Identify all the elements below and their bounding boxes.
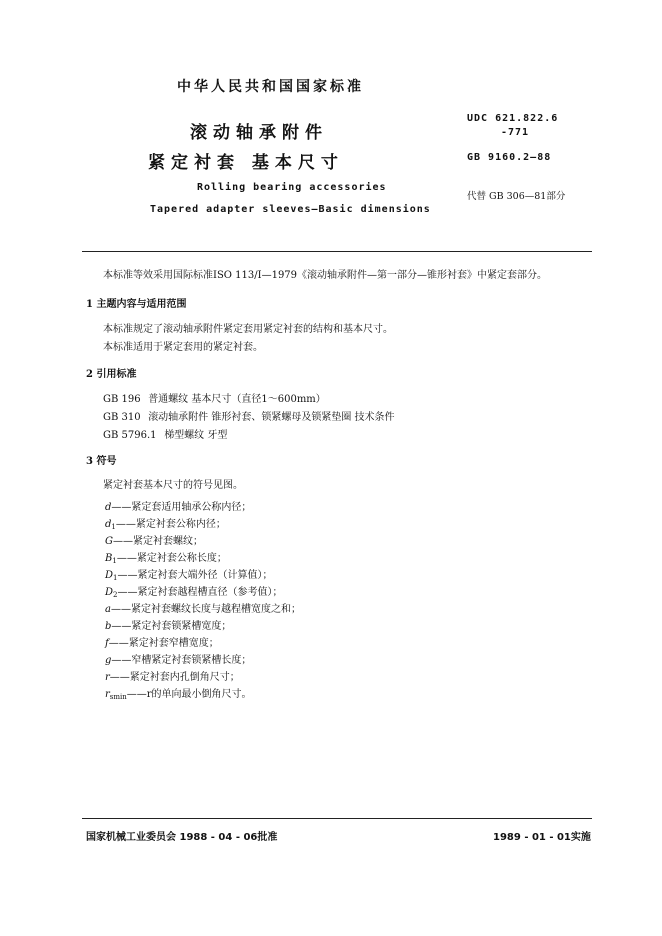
symbol: b — [105, 621, 112, 632]
reference-item — [103, 408, 395, 423]
symbol-item — [105, 634, 219, 650]
symbol-item — [105, 583, 283, 599]
symbol-item — [105, 617, 231, 633]
symbol: d — [105, 502, 112, 513]
symbol: G — [105, 536, 113, 547]
symbol-description: ——紧定衬套锁紧槽宽度； — [111, 621, 232, 632]
gb-number: GB 9160.2—88 — [467, 152, 552, 163]
symbol-description: ——紧定衬套内孔倒角尺寸； — [109, 672, 240, 683]
symbol-item — [105, 498, 251, 514]
symbol: f — [105, 638, 109, 649]
symbol-description: ——紧定衬套公称长度； — [116, 553, 227, 564]
reference-text: 梯型螺纹 牙型 — [164, 430, 228, 441]
symbol-subscript: 1 — [112, 557, 117, 565]
symbol-description: ——紧定衬套大端外径（计算值）； — [117, 570, 273, 581]
section-3-paragraph: 紧定衬套基本尺寸的符号见图。 — [103, 480, 243, 491]
symbol-item — [105, 685, 252, 701]
reference-item — [103, 426, 227, 441]
symbol: a — [105, 604, 111, 615]
title-en-line1: Rolling bearing accessories — [197, 182, 387, 193]
header-divider — [82, 251, 592, 252]
symbol-item — [105, 515, 226, 531]
symbol-subscript: smin — [109, 693, 127, 701]
symbol-item — [105, 668, 240, 684]
symbol-description: ——r的单向最小倒角尺寸。 — [126, 689, 252, 700]
symbol: D — [105, 587, 114, 598]
symbol-subscript: 1 — [113, 574, 118, 582]
symbol-description: ——紧定衬套螺纹长度与越程槽宽度之和； — [110, 604, 301, 615]
symbol-item — [105, 600, 301, 616]
section-1-heading: 1 主题内容与适用范围 — [86, 299, 187, 310]
symbol: B — [105, 553, 113, 564]
section-2-heading: 2 引用标准 — [86, 369, 137, 380]
symbol-description: ——紧定套适用轴承公称内径； — [111, 502, 252, 513]
symbol-item — [105, 651, 251, 667]
footer-divider — [82, 818, 592, 819]
title-en-line2: Tapered adapter sleeves—Basic dimensions — [150, 204, 431, 215]
approval-date: 国家机械工业委员会 1988 - 04 - 06批准 — [86, 832, 278, 843]
section-1-paragraph-2: 本标准适用于紧定套用的紧定衬套。 — [103, 342, 263, 353]
udc-code-line1: UDC 621.822.6 — [467, 113, 559, 124]
symbol-description: ——紧定衬套越程槽直径（参考值）； — [117, 587, 283, 598]
symbol: D — [105, 570, 114, 581]
symbol-description: ——紧定衬套公称内径； — [115, 519, 226, 530]
symbol-item — [105, 549, 227, 565]
symbol: r — [105, 689, 110, 700]
standard-country-title: 中华人民共和国国家标准 — [177, 79, 364, 95]
symbol-subscript: 1 — [111, 523, 116, 531]
symbol: r — [105, 672, 110, 683]
reference-text: 普通螺纹 基本尺寸（直径1～600mm） — [148, 394, 326, 405]
symbol-item — [105, 532, 203, 548]
intro-paragraph: 本标准等效采用国际标准ISO 113/Ⅰ—1979《滚动轴承附件—第一部分—锥形衬套》中紧定套部分。 — [103, 270, 548, 281]
title-cn-line1: 滚动轴承附件 — [190, 123, 328, 143]
symbol-description: ——窄槽紧定衬套锁紧槽长度； — [111, 655, 252, 666]
title-cn-line2: 紧定衬套 基本尺寸 — [148, 153, 344, 173]
reference-code: GB 5796.1 — [103, 430, 157, 441]
replaces-note: 代替 GB 306—81部分 — [467, 191, 566, 202]
symbol: d — [105, 519, 112, 530]
symbol-description: ——紧定衬套窄槽宽度； — [108, 638, 219, 649]
udc-code-line2: -771 — [501, 127, 530, 138]
section-3-heading: 3 符号 — [86, 456, 117, 467]
reference-code: GB 310 — [103, 412, 141, 423]
symbol-item — [105, 566, 273, 582]
reference-text: 滚动轴承附件 锥形衬套、锁紧螺母及锁紧垫圈 技术条件 — [148, 412, 395, 423]
reference-item — [103, 390, 326, 405]
symbol: g — [105, 655, 112, 666]
reference-code: GB 196 — [103, 394, 141, 405]
implementation-date: 1989 - 01 - 01实施 — [493, 832, 591, 843]
symbol-subscript: 2 — [113, 591, 118, 599]
section-1-paragraph-1: 本标准规定了滚动轴承附件紧定套用紧定衬套的结构和基本尺寸。 — [103, 324, 393, 335]
symbol-description: ——紧定衬套螺纹； — [113, 536, 203, 547]
